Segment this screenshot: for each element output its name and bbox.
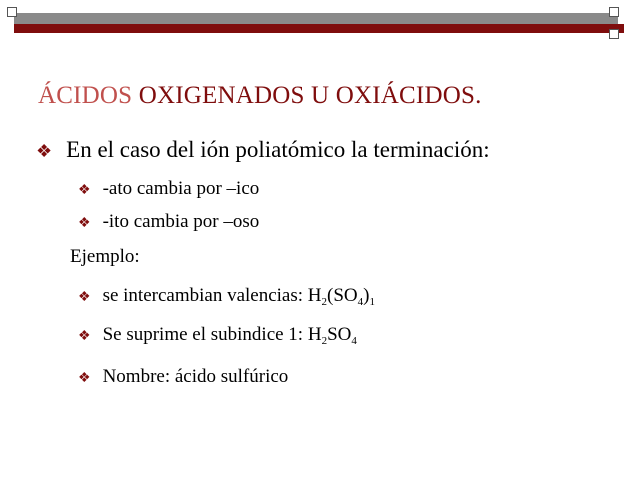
subscript-4: 4	[357, 296, 364, 308]
bullet-interchange	[78, 285, 375, 308]
title-rest: OXIGENADOS U OXIÁCIDOS.	[132, 82, 482, 109]
slide-title	[38, 82, 482, 110]
top-gray-bar	[14, 13, 618, 24]
so-open: (SO	[327, 285, 358, 306]
subscript-4: 4	[351, 335, 357, 347]
diamond-bullet-icon: ❖	[78, 371, 91, 386]
title-accent: ÁCIDOS	[38, 82, 133, 109]
subscript-2: 2	[321, 296, 327, 308]
bullet-ato	[78, 178, 259, 200]
bullet-ito-text: -ito cambia por –oso	[102, 211, 260, 232]
bullet-name	[78, 366, 288, 388]
diamond-bullet-icon: ❖	[36, 141, 53, 161]
subscript-2: 2	[321, 335, 328, 347]
corner-square-top-right	[609, 7, 619, 17]
diamond-bullet-icon: ❖	[78, 290, 91, 305]
so-text: SO	[327, 324, 352, 345]
bullet-name-text: Nombre: ácido sulfúrico	[102, 366, 289, 387]
bullet-suppress	[78, 324, 357, 347]
interchange-text: se intercambian valencias: H	[102, 285, 322, 306]
subscript-1: 1	[369, 296, 375, 308]
bullet-main-text: En el caso del ión poliatómico la terminación:	[66, 137, 490, 162]
diamond-bullet-icon: ❖	[78, 216, 91, 231]
bullet-ato-text: -ato cambia por –ico	[102, 178, 260, 199]
suppress-text: Se suprime el subindice 1: H	[102, 324, 322, 345]
diamond-bullet-icon: ❖	[78, 329, 91, 344]
bullet-main	[36, 137, 490, 163]
bullet-ito	[78, 211, 259, 233]
diamond-bullet-icon: ❖	[78, 183, 91, 198]
paren-close: )	[363, 285, 370, 306]
corner-square-top-left	[7, 7, 17, 17]
top-red-bar	[14, 24, 624, 33]
corner-square-right-lower	[609, 29, 619, 39]
example-label: Ejemplo:	[70, 246, 140, 267]
